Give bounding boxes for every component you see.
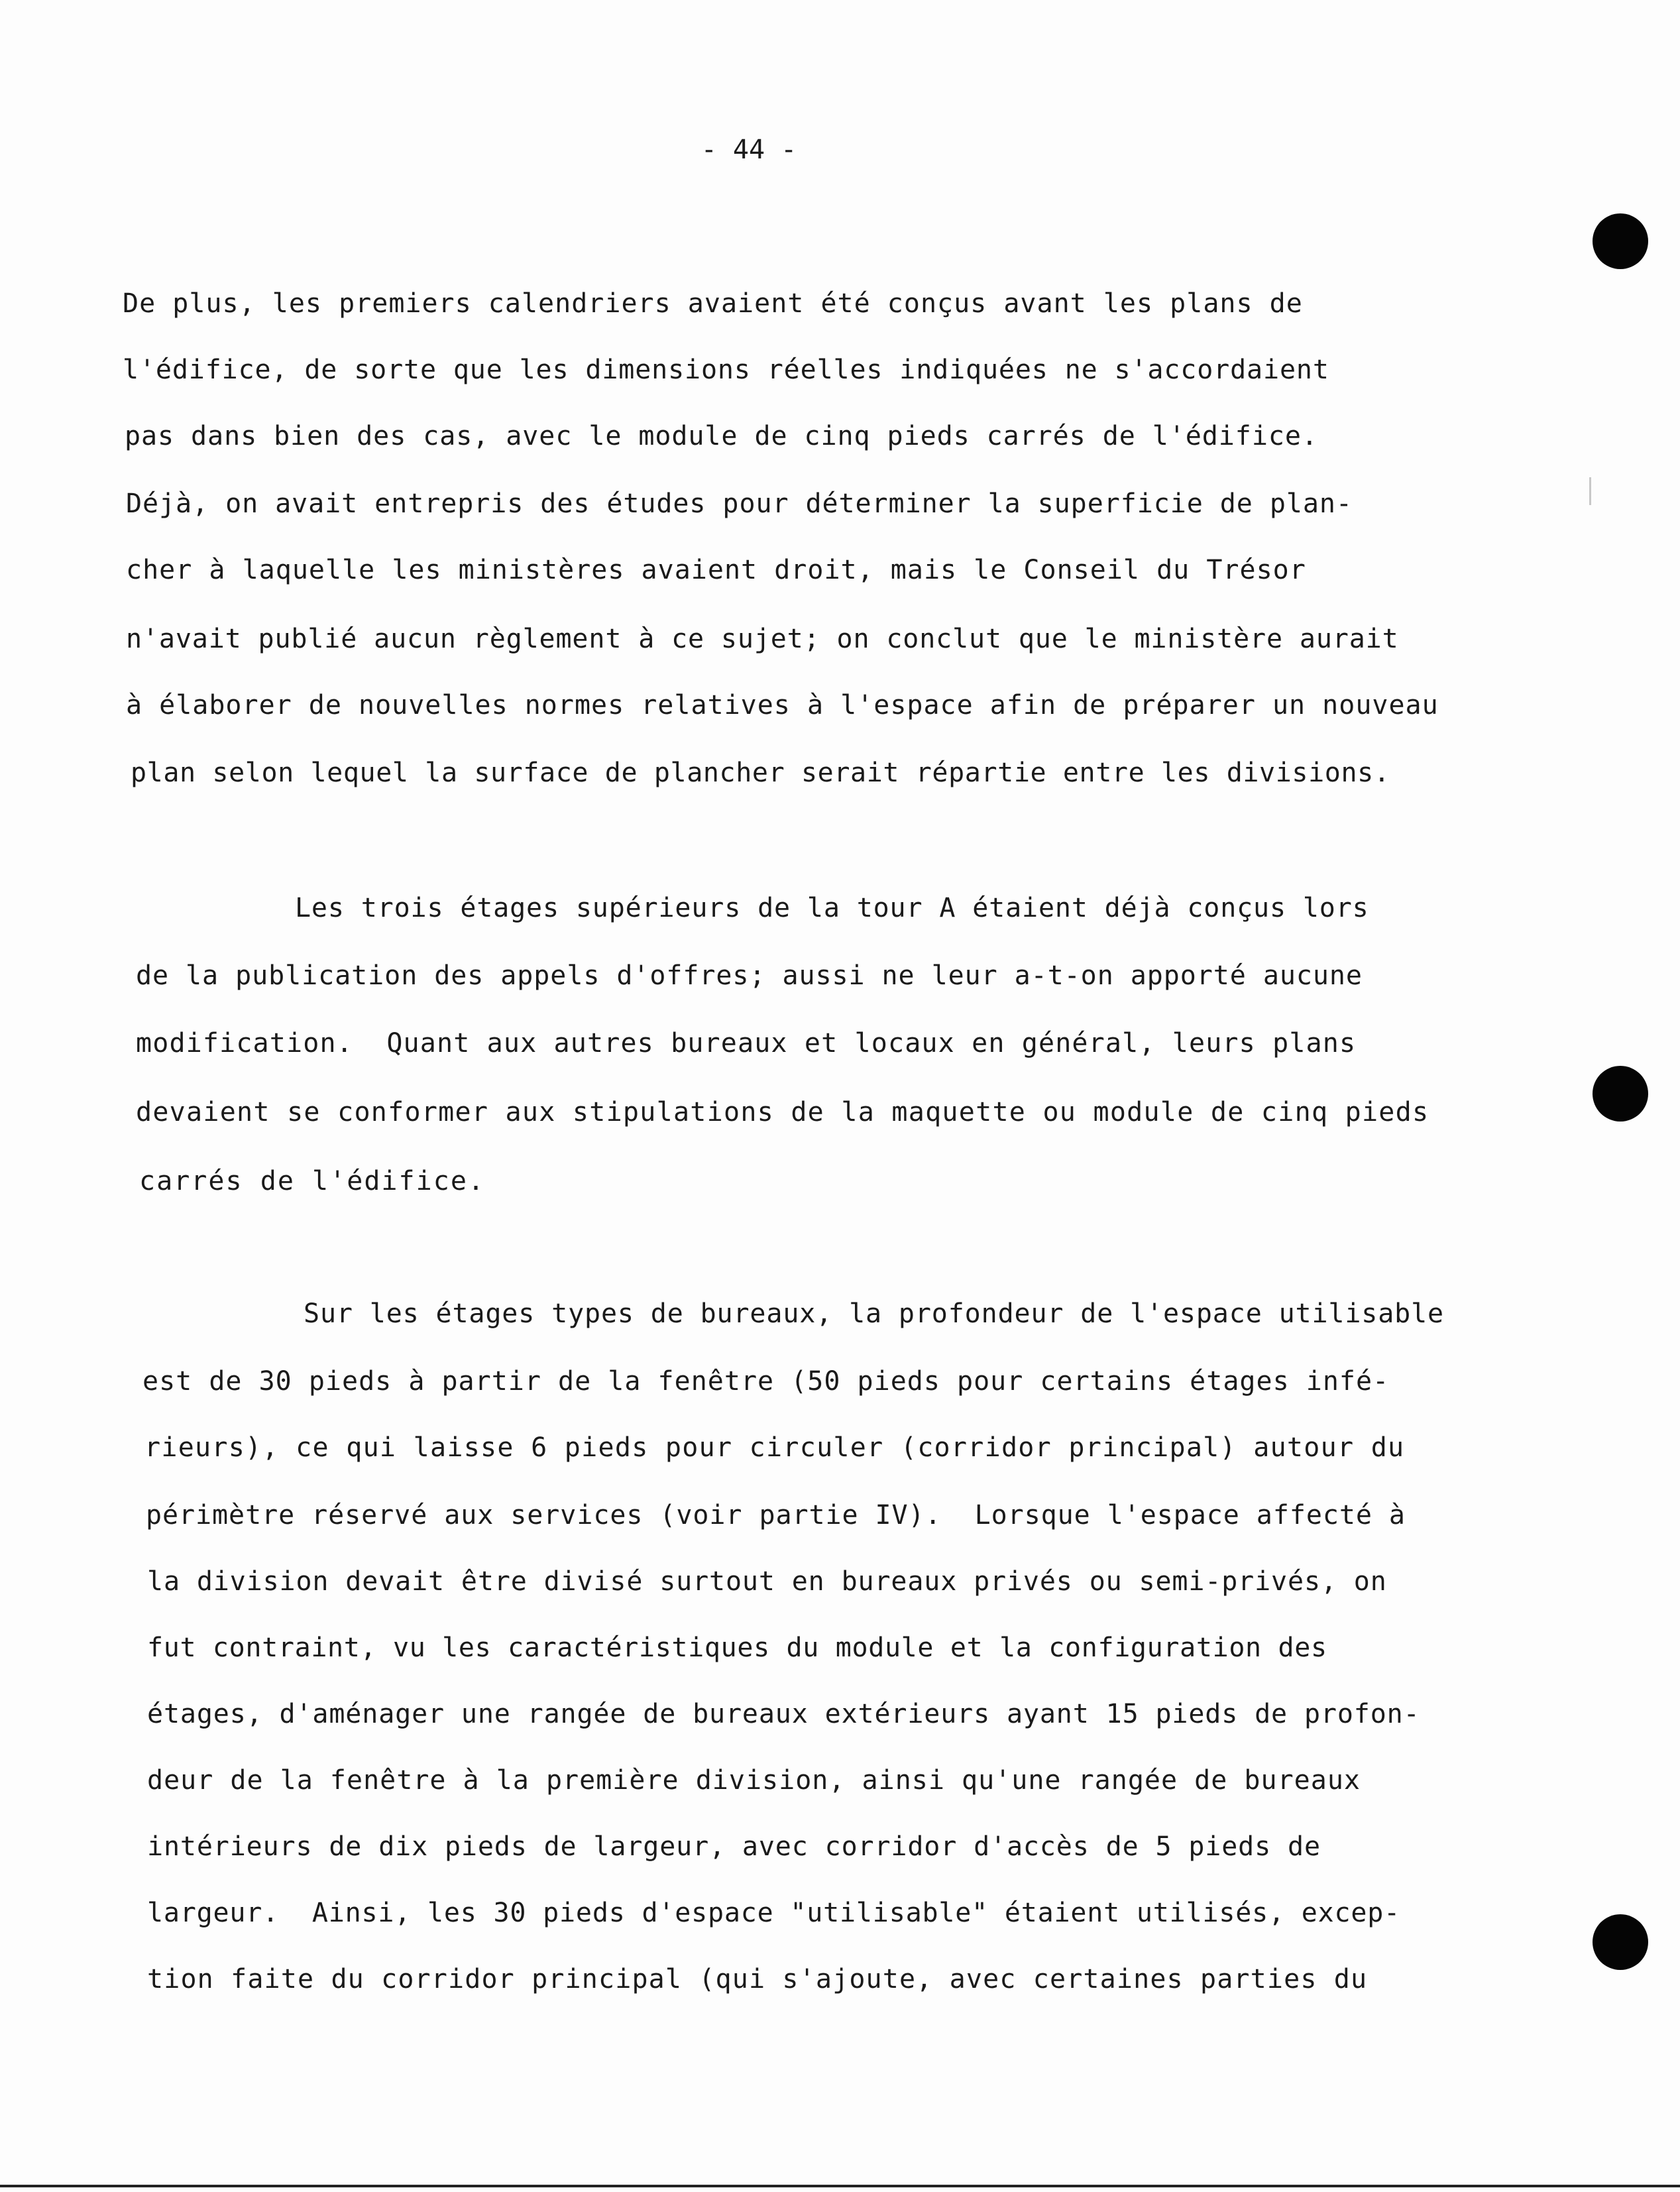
paragraph-line: carrés de l'édifice. — [139, 1166, 486, 1196]
paragraph-line: étages, d'aménager une rangée de bureaux extérieurs ayant 15 pieds de profon- — [147, 1699, 1420, 1729]
paragraph-line: rieurs), ce qui laisse 6 pieds pour circuler (corridor principal) autour du — [144, 1432, 1405, 1463]
paragraph-line: la division devait être divisé surtout en bureaux privés ou semi-privés, on — [147, 1566, 1387, 1597]
paragraph-line: périmètre réservé aux services (voir partie IV). Lorsque l'espace affecté à — [146, 1500, 1406, 1530]
paragraph-line: à élaborer de nouvelles normes relatives à l'espace afin de préparer un nouveau — [126, 690, 1439, 721]
punch-hole-middle — [1593, 1066, 1648, 1122]
punch-hole-bottom — [1593, 1914, 1648, 1970]
bottom-border — [0, 2185, 1680, 2187]
paragraph-line: modification. Quant aux autres bureaux et locaux en général, leurs plans — [136, 1028, 1357, 1059]
paragraph-line: Les trois étages supérieurs de la tour A étaient déjà conçus lors — [295, 893, 1369, 923]
paragraph-line: pas dans bien des cas, avec le module de cinq pieds carrés de l'édifice. — [125, 421, 1318, 451]
paragraph-line: Sur les étages types de bureaux, la profondeur de l'espace utilisable — [304, 1298, 1444, 1329]
paragraph-line: deur de la fenêtre à la première division, ainsi qu'une rangée de bureaux — [147, 1765, 1361, 1796]
paragraph-line: l'édifice, de sorte que les dimensions réelles indiquées ne s'accordaient — [123, 355, 1329, 385]
paragraph-line: Déjà, on avait entrepris des études pour déterminer la superficie de plan- — [126, 489, 1353, 519]
paragraph-line: plan selon lequel la surface de plancher serait répartie entre les divisions. — [131, 758, 1390, 788]
paragraph-line: devaient se conformer aux stipulations de la maquette ou module de cinq pieds — [136, 1097, 1429, 1127]
paragraph-line: de la publication des appels d'offres; aussi ne leur a-t-on apporté aucune — [136, 960, 1363, 991]
paragraph-line: est de 30 pieds à partir de la fenêtre (50 pieds pour certains étages infé- — [142, 1366, 1390, 1397]
punch-hole-top — [1593, 213, 1648, 269]
paragraph-line: largeur. Ainsi, les 30 pieds d'espace "utilisable" étaient utilisés, excep- — [147, 1898, 1401, 1928]
paragraph-line: cher à laquelle les ministères avaient droit, mais le Conseil du Trésor — [126, 555, 1306, 585]
margin-mark — [1589, 477, 1591, 505]
paragraph-line: tion faite du corridor principal (qui s'ajoute, avec certaines parties du — [147, 1964, 1368, 1994]
paragraph-line: fut contraint, vu les caractéristiques du module et la configuration des — [147, 1633, 1327, 1663]
page-number: - 44 - — [700, 135, 797, 165]
paragraph-line: De plus, les premiers calendriers avaient été conçus avant les plans de — [123, 288, 1303, 319]
paragraph-line: n'avait publié aucun règlement à ce sujet; on conclut que le ministère aurait — [126, 624, 1399, 654]
paragraph-line: intérieurs de dix pieds de largeur, avec corridor d'accès de 5 pieds de — [147, 1831, 1321, 1862]
